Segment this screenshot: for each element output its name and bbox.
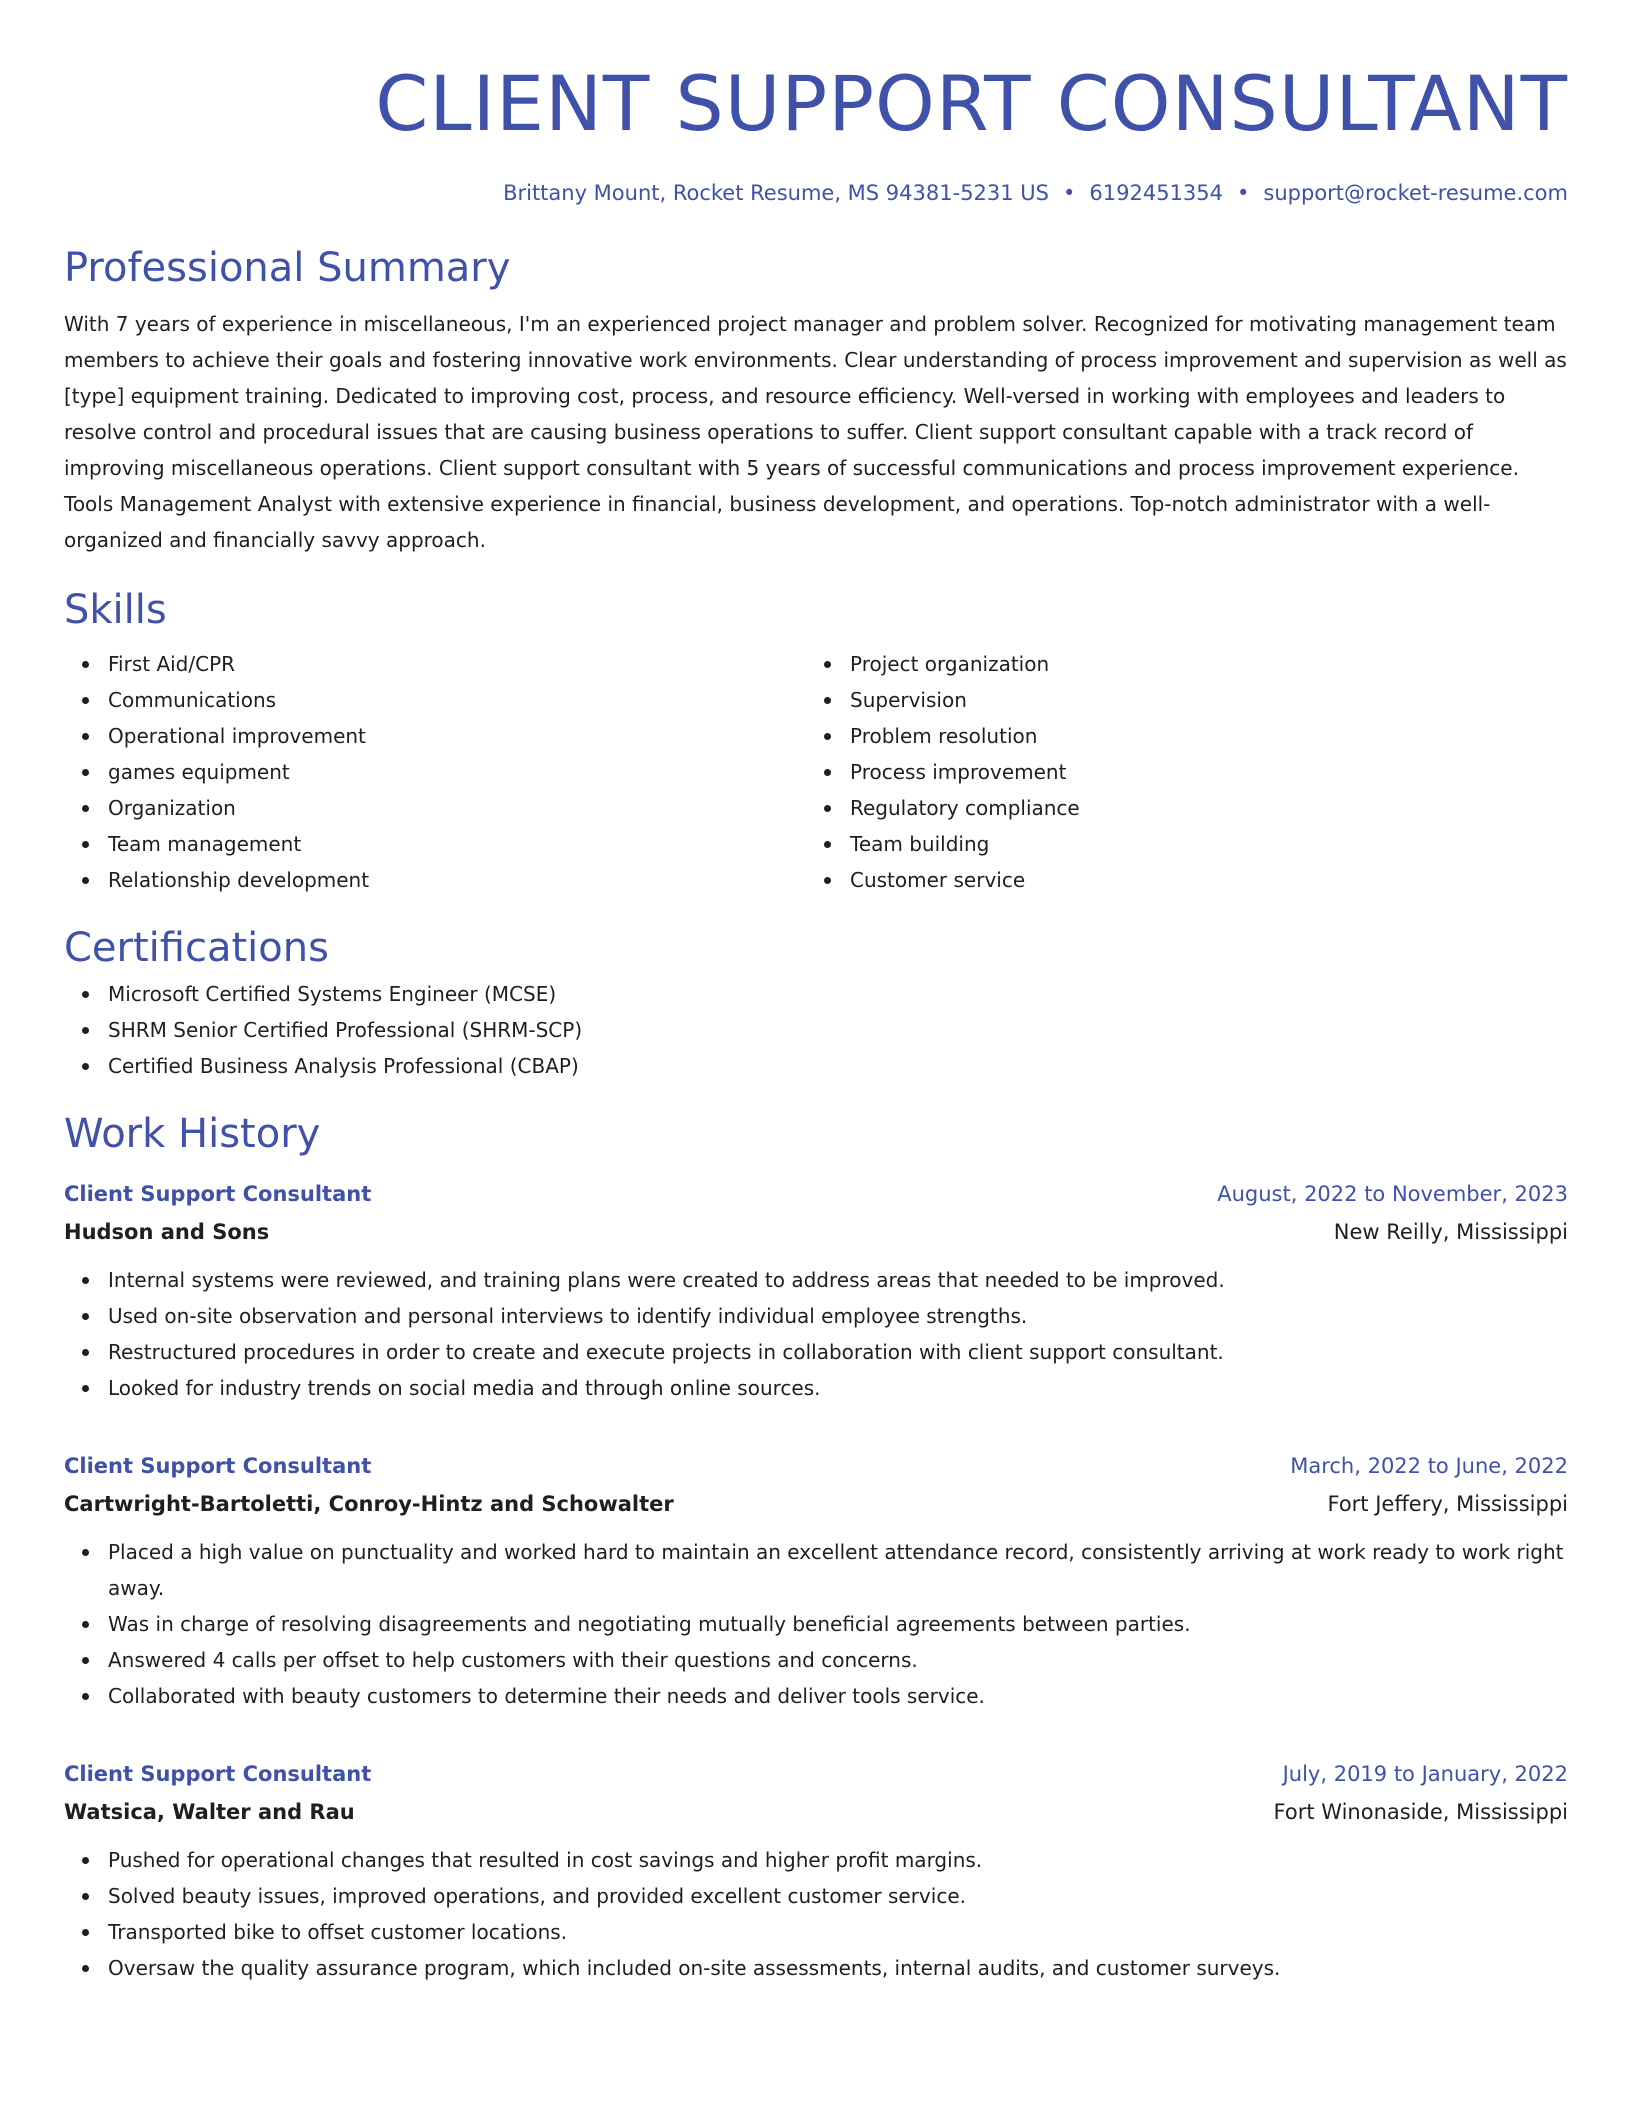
resume-title: CLIENT SUPPORT CONSULTANT [375,59,1568,148]
job-entry [64,1756,1568,1986]
job-bullet: Pushed for operational changes that resulted in cost savings and higher profit margins. [108,1842,1568,1878]
job-bullet: Was in charge of resolving disagreements and negotiating mutually beneficial agreements between parties. [108,1606,1568,1642]
certification-item: Microsoft Certified Systems Engineer (MCSE) [108,976,1568,1012]
certification-item: SHRM Senior Certified Professional (SHRM-SCP) [108,1012,1568,1048]
skill-item: Regulatory compliance [850,790,1548,826]
job-bullet: Collaborated with beauty customers to determine their needs and deliver tools service. [108,1678,1568,1714]
skills-grid [64,646,1568,898]
job-position: Client Support Consultant [64,1454,372,1478]
job-dates: August, 2022 to November, 2023 [1217,1182,1568,1206]
job-bullet: Answered 4 calls per offset to help customers with their questions and concerns. [108,1642,1568,1678]
job-bullet: Internal systems were reviewed, and training plans were created to address areas that needed to be improved. [108,1262,1568,1298]
skills-column-left [64,646,806,898]
job-bullet: Restructured procedures in order to create and execute projects in collaboration with client support consultant. [108,1334,1568,1370]
certification-item: Certified Business Analysis Professional (CBAP) [108,1048,1568,1084]
job-bullets [64,1842,1568,1986]
certifications-heading: Certifications [64,925,329,971]
skills-column-right [806,646,1548,898]
work-history-heading: Work History [64,1111,321,1157]
skill-item: Supervision [850,682,1548,718]
job-location: New Reilly, Mississippi [1333,1220,1568,1244]
certifications-list [64,976,1568,1084]
job-location: Fort Jeffery, Mississippi [1327,1492,1568,1516]
job-position: Client Support Consultant [64,1762,372,1786]
job-dates: July, 2019 to January, 2022 [1282,1762,1568,1786]
job-bullet: Used on-site observation and personal interviews to identify individual employee strengths. [108,1298,1568,1334]
skill-item: Communications [108,682,806,718]
skill-item: Relationship development [108,862,806,898]
job-company-row [64,1792,1568,1832]
job-company-row [64,1484,1568,1524]
skill-item: Team management [108,826,806,862]
job-company-row [64,1212,1568,1252]
job-bullet: Looked for industry trends on social media and through online sources. [108,1370,1568,1406]
job-location: Fort Winonaside, Mississippi [1273,1800,1568,1824]
contact-line [64,178,1568,208]
contact-separator: • [1237,181,1250,205]
job-bullet: Solved beauty issues, improved operations, and provided excellent customer service. [108,1878,1568,1914]
contact-phone: 6192451354 [1089,181,1224,205]
skill-item: games equipment [108,754,806,790]
job-bullet: Placed a high value on punctuality and worked hard to maintain an excellent attendance record, consistently arriving at work ready to work right away. [108,1534,1568,1606]
skill-item: Team building [850,826,1548,862]
job-entry [64,1176,1568,1406]
job-header-row [64,1176,1568,1212]
contact-separator: • [1063,181,1076,205]
resume-page [64,0,1568,1986]
job-header-row [64,1756,1568,1792]
skill-item: Process improvement [850,754,1548,790]
skill-item: Operational improvement [108,718,806,754]
skill-item: Organization [108,790,806,826]
contact-email: support@rocket-resume.com [1263,181,1568,205]
summary-heading: Professional Summary [64,245,511,291]
skills-heading: Skills [64,587,167,633]
job-bullet: Transported bike to offset customer locations. [108,1914,1568,1950]
contact-address: Brittany Mount, Rocket Resume, MS 94381-5231 US [503,181,1050,205]
skill-item: Problem resolution [850,718,1548,754]
job-bullet: Oversaw the quality assurance program, which included on-site assessments, internal audits, and customer surveys. [108,1950,1568,1986]
job-entry [64,1448,1568,1714]
skill-item: First Aid/CPR [108,646,806,682]
summary-text: With 7 years of experience in miscellaneous, I'm an experienced project manager and problem solver. Recognized for motivating management team members to achieve their goals and fostering innovative work environments. Clear understanding of process improvement and supervision as well as [type] equipment training. Dedicated to improving cost, process, and resource efficiency. Well-versed in working with employees and leaders to resolve control and procedural issues that are causing business operations to suffer. Client support consultant capable with a track record of improving miscellaneous operations. Client support consultant with 5 years of successful communications and process improvement experience. Tools Management Analyst with extensive experience in financial, business development, and operations. Top-notch administrator with a well-organized and financially savvy approach. [64,312,1567,552]
skill-item: Project organization [850,646,1548,682]
job-bullets [64,1534,1568,1714]
job-company: Watsica, Walter and Rau [64,1800,355,1824]
job-dates: March, 2022 to June, 2022 [1290,1454,1568,1478]
job-company: Cartwright-Bartoletti, Conroy-Hintz and Schowalter [64,1492,674,1516]
skill-item: Customer service [850,862,1548,898]
job-bullets [64,1262,1568,1406]
job-company: Hudson and Sons [64,1220,270,1244]
job-header-row [64,1448,1568,1484]
job-position: Client Support Consultant [64,1182,372,1206]
